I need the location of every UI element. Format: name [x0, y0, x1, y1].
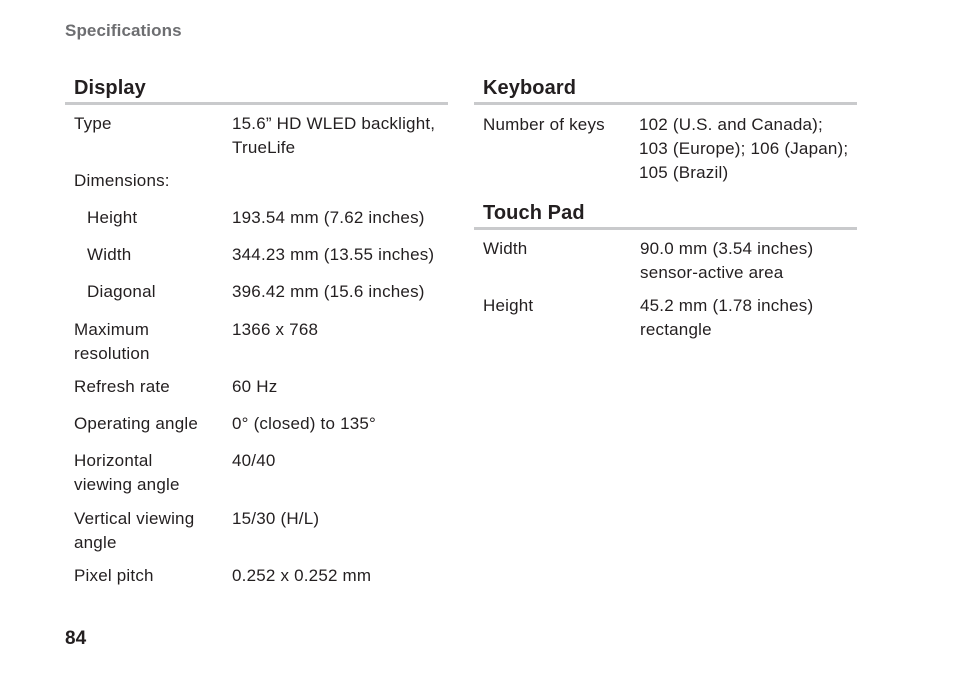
spec-value: 193.54 mm (7.62 inches) — [232, 208, 425, 227]
spec-value: 396.42 mm (15.6 inches) — [232, 282, 425, 301]
spec-label: Operating angle — [74, 414, 198, 433]
spec-label: Maximum resolution — [74, 320, 150, 363]
spec-value: 102 (U.S. and Canada); 103 (Europe); 106 (Japan); 105 (Brazil) — [639, 115, 849, 182]
touchpad-section-title: Touch Pad — [474, 199, 857, 230]
spec-label: Pixel pitch — [74, 566, 154, 585]
spec-label: Height — [483, 296, 534, 315]
spec-label: Height — [87, 208, 138, 227]
keyboard-section-title: Keyboard — [474, 74, 857, 105]
spec-value: 344.23 mm (13.55 inches) — [232, 245, 435, 264]
spec-value: 15.6” HD WLED backlight, TrueLife — [232, 114, 436, 157]
spec-value: 0.252 x 0.252 mm — [232, 566, 372, 585]
spec-label: Horizontal viewing angle — [74, 451, 180, 494]
spec-label: Number of keys — [483, 115, 605, 134]
spec-value: 40/40 — [232, 451, 276, 470]
display-section — [65, 74, 448, 604]
running-header: Specifications — [65, 21, 182, 40]
display-section-title: Display — [65, 74, 448, 105]
touchpad-section — [474, 199, 857, 349]
spec-label: Refresh rate — [74, 377, 170, 396]
spec-label: Diagonal — [87, 282, 156, 301]
spec-value: 1366 x 768 — [232, 320, 319, 339]
spec-label: Type — [74, 114, 112, 133]
page-number: 84 — [65, 628, 87, 649]
spec-value: 90.0 mm (3.54 inches) sensor-active area — [640, 239, 814, 282]
spec-value: 60 Hz — [232, 377, 278, 396]
keyboard-section — [474, 74, 857, 184]
spec-label: Width — [483, 239, 528, 258]
spec-value: 0° (closed) to 135° — [232, 414, 377, 433]
spec-value: 15/30 (H/L) — [232, 509, 320, 528]
spec-label: Width — [87, 245, 132, 264]
spec-value: 45.2 mm (1.78 inches) rectangle — [640, 296, 814, 339]
spec-label: Vertical viewing angle — [74, 509, 195, 552]
spec-label: Dimensions: — [74, 171, 170, 190]
